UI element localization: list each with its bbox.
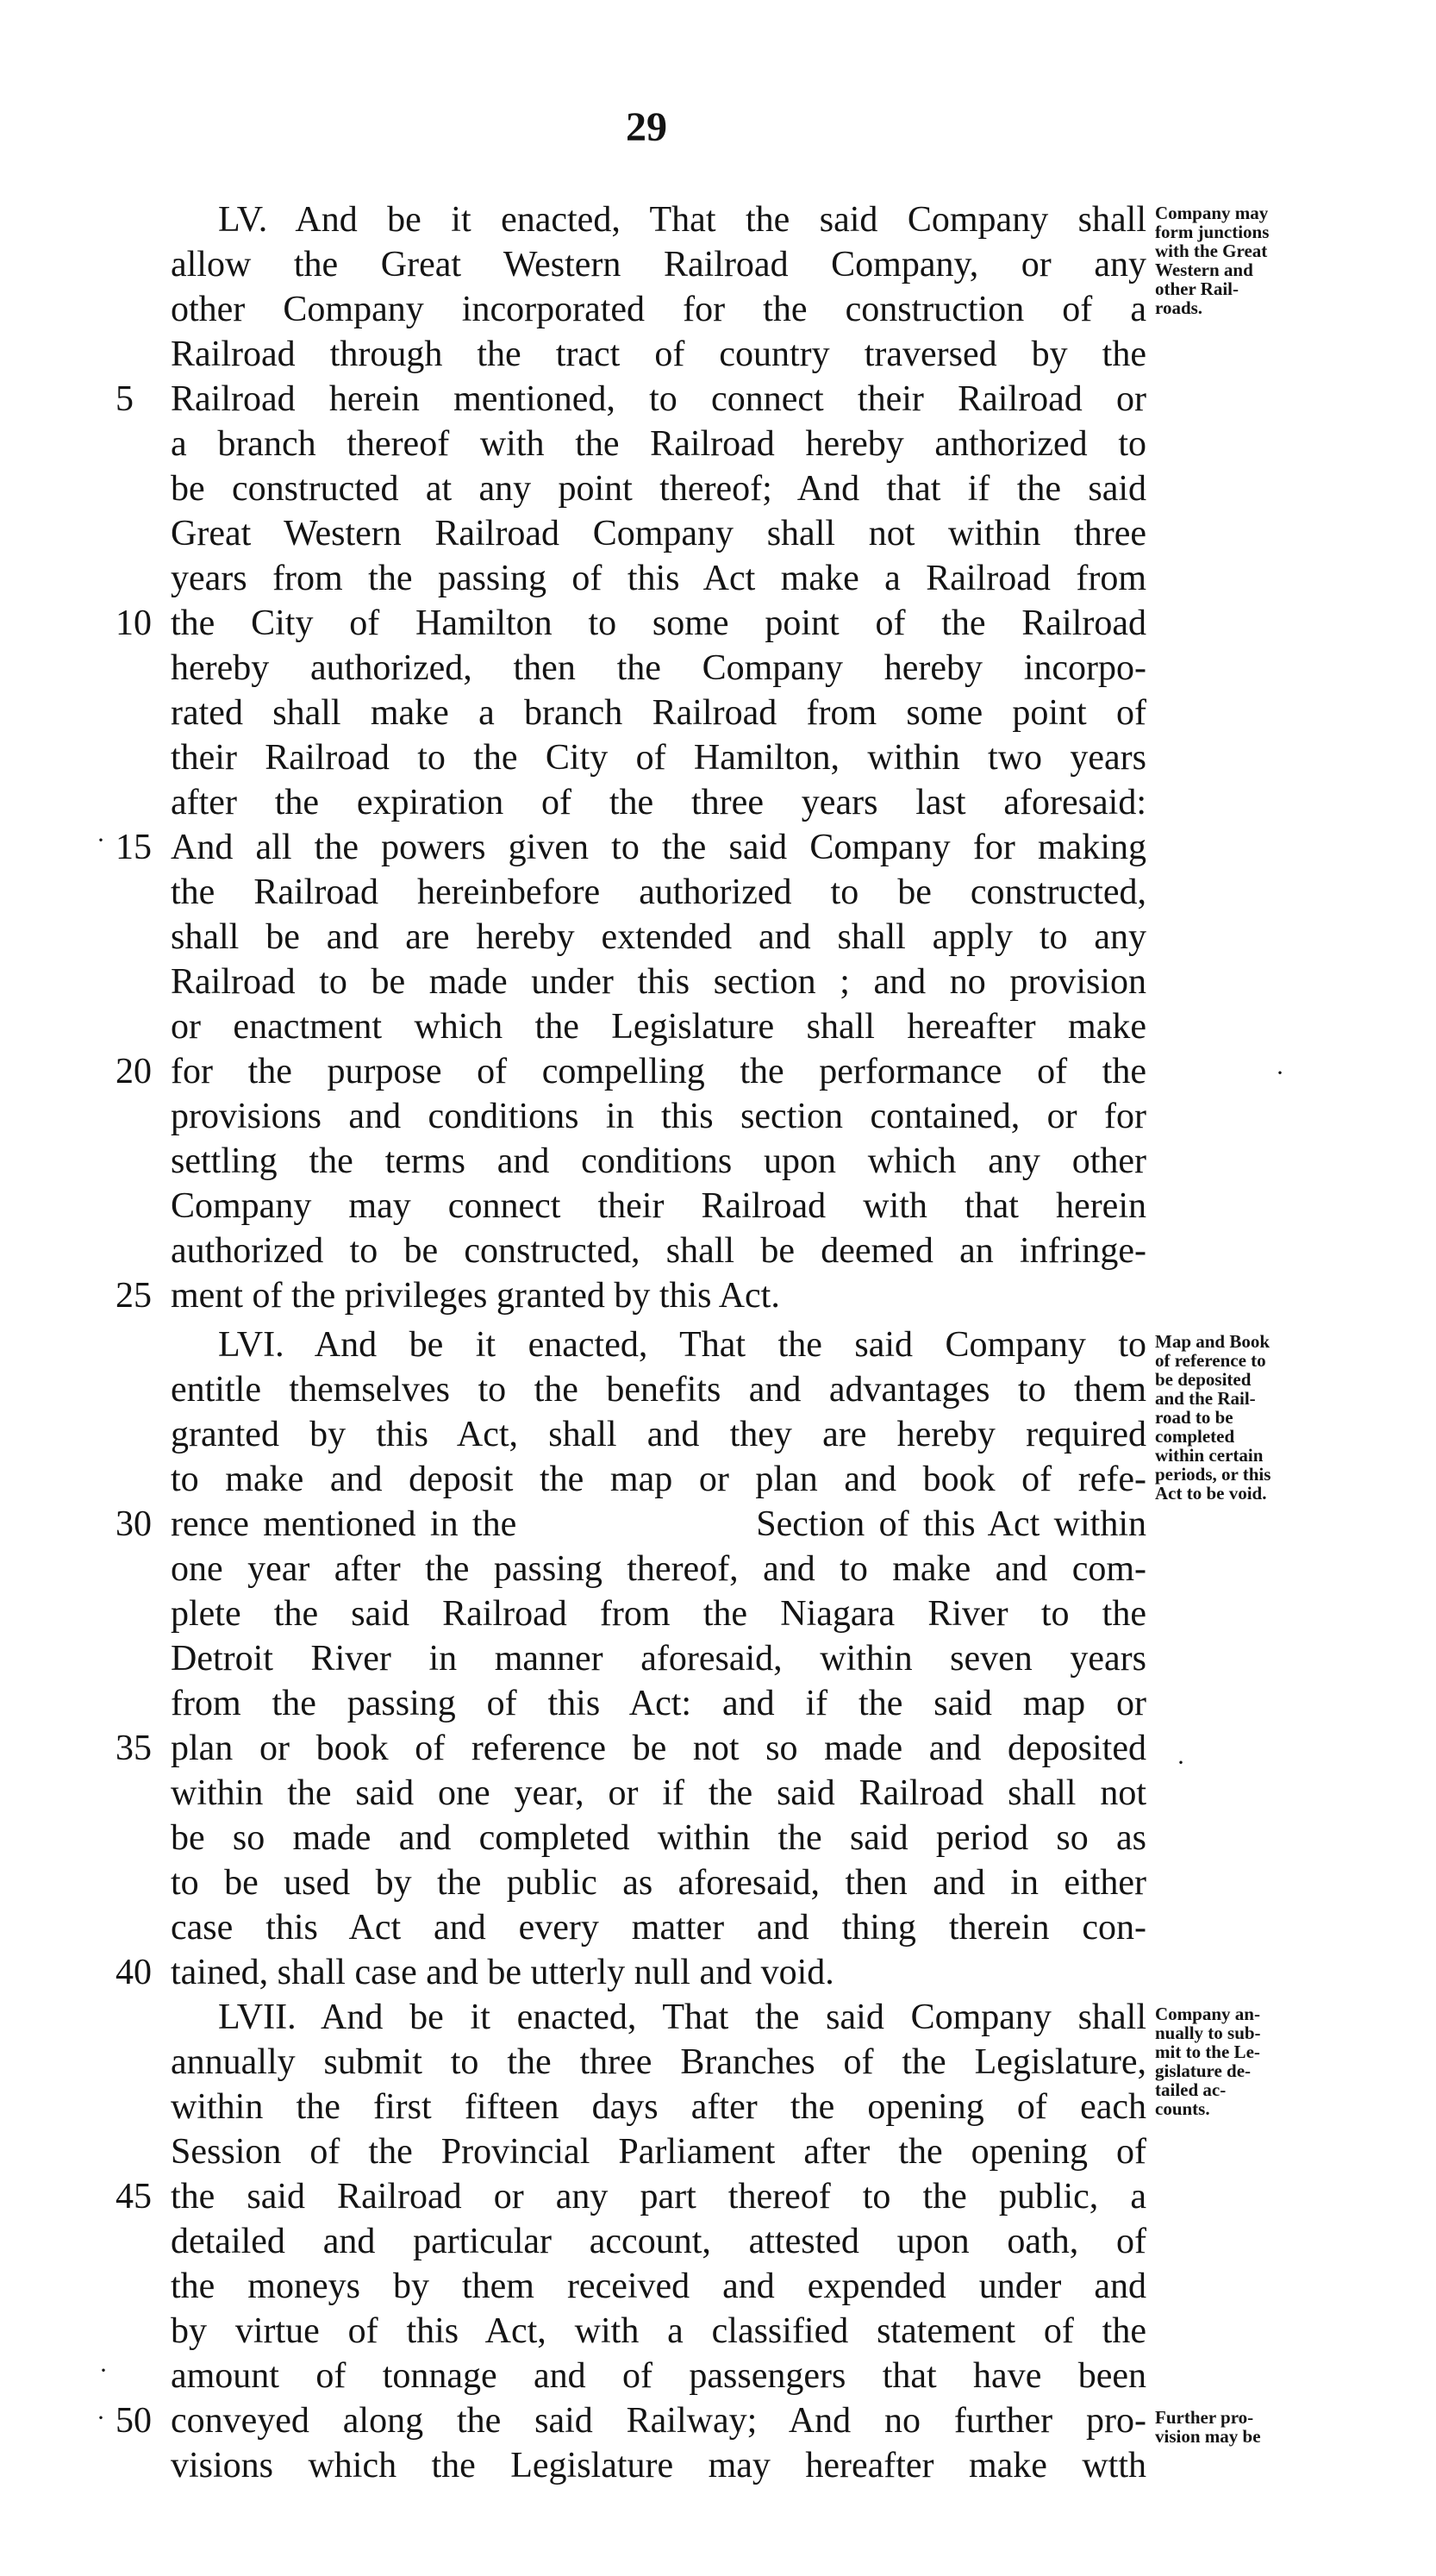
line-number: 25 [116,1276,152,1316]
text-line: allow the Great Western Railroad Company, or any [171,245,1146,284]
margin-note-line: Map and Book [1155,1331,1271,1352]
print-speck: · [1276,1059,1284,1087]
margin-note [1155,2004,1362,2118]
text-line: case this Act and every matter and thing therein con- [171,1908,1146,1948]
margin-note-line: gislature de- [1155,2060,1252,2081]
text-line: conveyed along the said Railway; And no further pro- [171,2401,1146,2441]
text-line: the said Railroad or any part thereof to the public, a [171,2177,1146,2216]
text-line: annually submit to the three Branches of the Legislature, [171,2042,1146,2082]
text-line: ment of the privileges granted by this Act. [171,1276,780,1316]
text-line: to make and deposit the map or plan and book of refe- [171,1460,1146,1499]
text-line: plan or book of reference be not so made and deposited [171,1729,1146,1768]
text-line: rated shall make a branch Railroad from some point of [171,693,1146,733]
margin-note [1155,203,1362,317]
margin-note-line: counts. [1155,2098,1210,2119]
text-line: LVII. And be it enacted, That the said Company shall [218,1998,1146,2037]
margin-note-line: nually to sub- [1155,2023,1261,2043]
text-line: plete the said Railroad from the Niagara River to the [171,1594,1146,1634]
text-line: by virtue of this Act, with a classified statement of the [171,2311,1146,2351]
text-line: Company may connect their Railroad with that herein [171,1186,1146,1226]
text-line: Session of the Provincial Parliament after the opening of [171,2132,1146,2172]
margin-note [1155,1332,1362,1503]
text-line: rence mentioned in the Section of this Act within [171,1504,1146,1544]
text-line: for the purpose of compelling the performance of the [171,1052,1146,1091]
text-line: detailed and particular account, attested upon oath, of [171,2222,1146,2261]
margin-note-line: Act to be void. [1155,1483,1267,1504]
margin-note-line: Company may [1155,203,1269,223]
margin-note-line: within certain [1155,1445,1264,1466]
text-line: within the first fifteen days after the opening of each [171,2087,1146,2127]
text-line: granted by this Act, shall and they are hereby required [171,1415,1146,1454]
text-line: provisions and conditions in this section contained, or for [171,1097,1146,1136]
margin-note-line: periods, or this [1155,1464,1271,1485]
text-line: tained, shall case and be utterly null and void. [171,1953,834,1992]
margin-note-line: vision may be [1155,2426,1261,2447]
text-line: And all the powers given to the said Company for making [171,828,1146,867]
text-line: after the expiration of the three years last aforesaid: [171,783,1146,822]
line-number: 30 [116,1504,152,1544]
margin-note-line: be deposited [1155,1369,1252,1390]
margin-note-line: and the Rail- [1155,1388,1256,1409]
text-line: their Railroad to the City of Hamilton, within two years [171,738,1146,778]
margin-note-line: mit to the Le- [1155,2041,1260,2062]
line-number: 5 [116,379,134,419]
print-speck: · [97,826,105,854]
line-number: 35 [116,1729,152,1768]
line-number: 20 [116,1052,152,1091]
text-line: Railroad herein mentioned, to connect their Railroad or [171,379,1146,419]
text-line: be so made and completed within the said period so as [171,1818,1146,1858]
text-line: the City of Hamilton to some point of the Railroad [171,603,1146,643]
text-line: entitle themselves to the benefits and advantages to them [171,1370,1146,1410]
text-line: Railroad through the tract of country traversed by the [171,335,1146,374]
text-line: LV. And be it enacted, That the said Company shall [218,200,1146,240]
margin-note-line: road to be [1155,1407,1233,1428]
text-line: years from the passing of this Act make a Railroad from [171,559,1146,598]
text-line: one year after the passing thereof, and to make and com- [171,1549,1146,1589]
margin-note-line: with the Great [1155,241,1268,261]
margin-note-line: Further pro- [1155,2407,1254,2428]
line-number: 50 [116,2401,152,2441]
line-number: 45 [116,2177,152,2216]
text-line: be constructed at any point thereof; And that if the said [171,469,1146,509]
margin-note-line: of reference to [1155,1350,1266,1371]
text-line: settling the terms and conditions upon which any other [171,1141,1146,1181]
line-number: 40 [116,1953,152,1992]
margin-note-line: other Rail- [1155,278,1239,299]
text-line: Great Western Railroad Company shall not within three [171,514,1146,553]
text-line: a branch thereof with the Railroad hereby anthorized to [171,424,1146,464]
text-line: or enactment which the Legislature shall hereafter make [171,1007,1146,1047]
text-line: hereby authorized, then the Company hereby incorpo- [171,648,1146,688]
print-speck: · [1177,1748,1185,1777]
text-line: the Railroad hereinbefore authorized to be constructed, [171,872,1146,912]
line-number: 10 [116,603,152,643]
margin-note-line: roads. [1155,297,1203,318]
margin-note-line: Company an- [1155,2004,1260,2024]
text-line: other Company incorporated for the construction of a [171,290,1146,329]
text-line: LVI. And be it enacted, That the said Company to [218,1325,1146,1365]
text-line: authorized to be constructed, shall be deemed an infringe- [171,1231,1146,1271]
margin-note-line: form junctions [1155,222,1270,242]
text-line: amount of tonnage and of passengers that have been [171,2356,1146,2396]
print-speck: · [97,2404,105,2432]
text-line: from the passing of this Act: and if the said map or [171,1684,1146,1723]
text-line: within the said one year, or if the said Railroad shall not [171,1773,1146,1813]
margin-note-line: completed [1155,1426,1235,1447]
margin-note-line: tailed ac- [1155,2079,1227,2100]
page-number: 29 [626,104,667,150]
text-line: to be used by the public as aforesaid, then and in either [171,1863,1146,1903]
text-line: visions which the Legislature may hereafter make wtth [171,2446,1146,2485]
margin-note [1155,2408,1362,2446]
text-line: the moneys by them received and expended under and [171,2267,1146,2306]
text-line: shall be and are hereby extended and shall apply to any [171,917,1146,957]
text-line: Detroit River in manner aforesaid, within seven years [171,1639,1146,1679]
print-speck: · [99,2356,108,2385]
margin-note-line: Western and [1155,259,1253,280]
text-line: Railroad to be made under this section ; and no provision [171,962,1146,1002]
line-number: 15 [116,828,152,867]
